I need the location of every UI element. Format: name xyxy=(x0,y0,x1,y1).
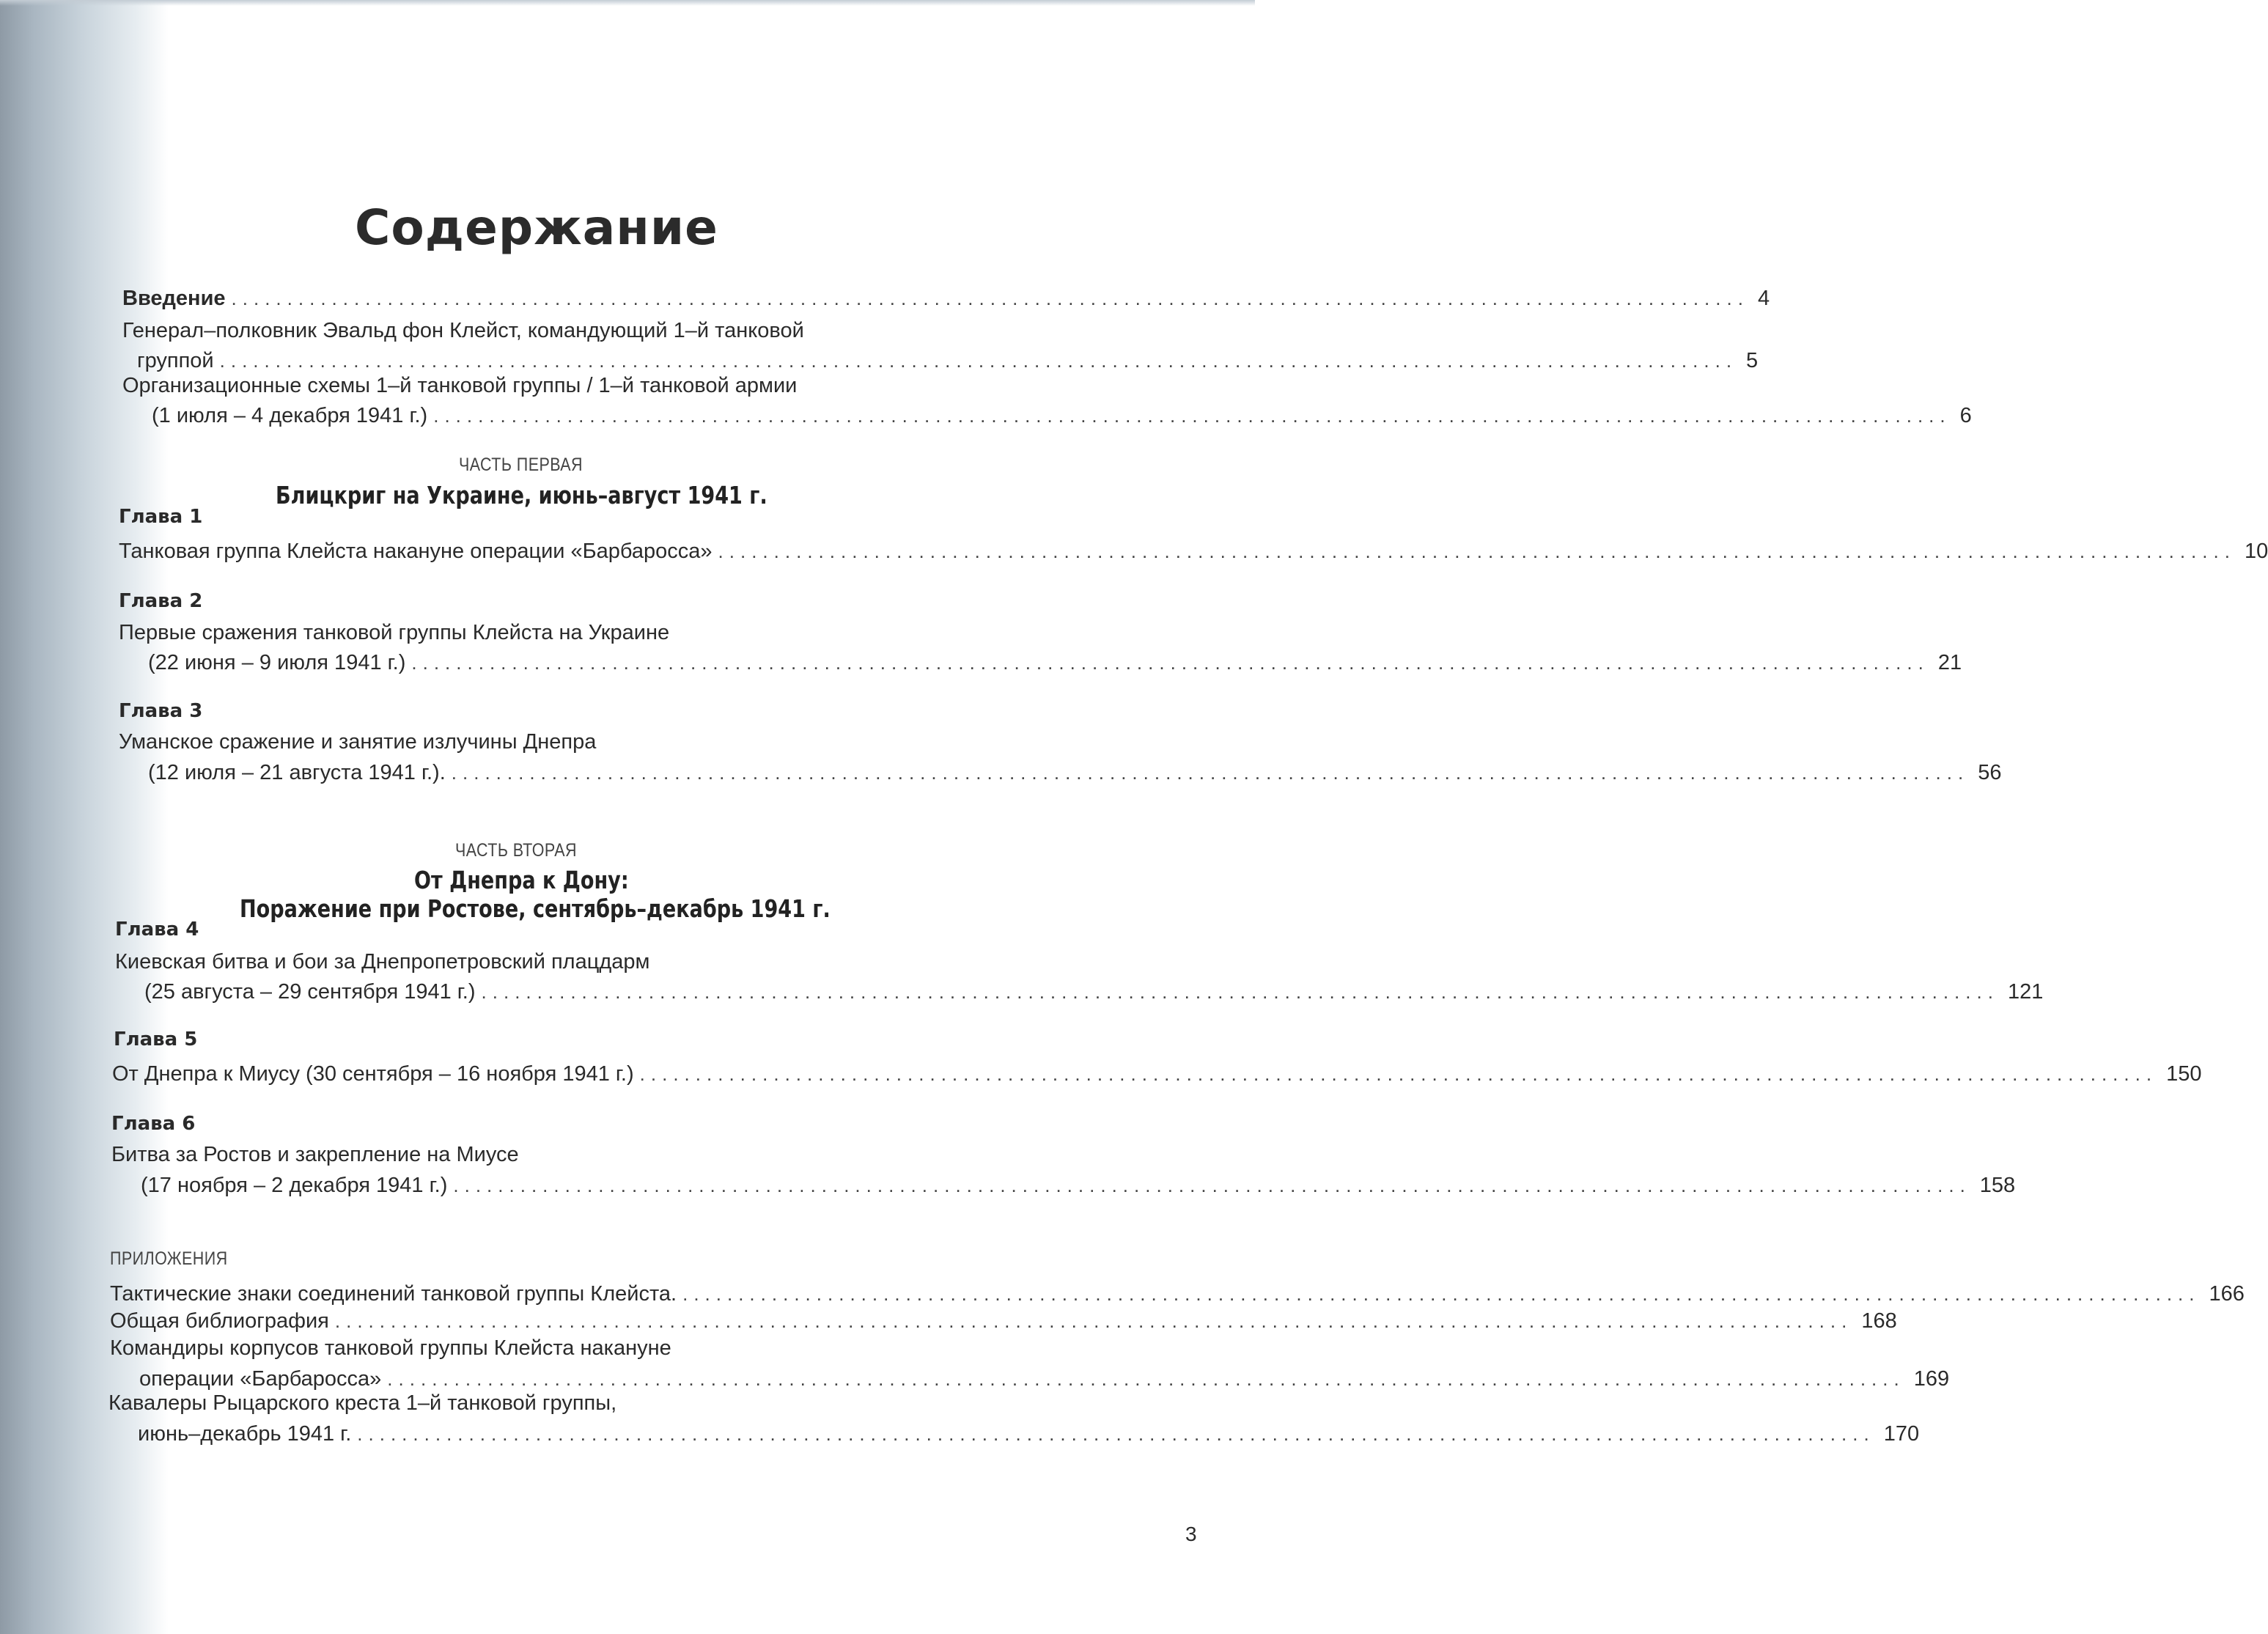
toc-page-number: 10 xyxy=(2244,540,2268,563)
chapter-heading: Глава 4 xyxy=(115,919,199,941)
toc-page-number: 168 xyxy=(1861,1309,1897,1333)
leader-dots: ........................................................................................................................................ xyxy=(219,350,1738,372)
chapter-heading: Глава 6 xyxy=(111,1113,196,1135)
toc-entry-line: Первые сражения танковой группы Клейста на Украине xyxy=(119,621,670,644)
toc-entry-line: Кавалеры Рыцарского креста 1–й танковой группы, xyxy=(108,1391,617,1415)
toc-entry-knights-cross[interactable] xyxy=(138,1421,1920,1446)
toc-page-number: 56 xyxy=(1978,761,2002,784)
leader-dots: ........................................................................................................................................ xyxy=(453,1174,1971,1196)
toc-entry-chapter-6[interactable] xyxy=(141,1173,2016,1198)
toc-entry-label: Тактические знаки соединений танковой группы Клейста. xyxy=(110,1282,677,1306)
chapter-heading: Глава 5 xyxy=(114,1028,198,1050)
toc-page-number: 21 xyxy=(1937,651,1962,674)
leader-dots: ........................................................................................................................................ xyxy=(387,1368,1905,1390)
toc-entry-label: группой xyxy=(137,349,214,372)
toc-page-number: 166 xyxy=(2209,1282,2245,1306)
leader-dots: ........................................................................................................................................ xyxy=(639,1063,2158,1085)
toc-page-number: 4 xyxy=(1757,287,1770,310)
toc-entry-label: июнь–декабрь 1941 г. xyxy=(138,1422,352,1446)
chapter-heading: Глава 3 xyxy=(119,700,203,722)
toc-entry-chapter-3[interactable] xyxy=(148,760,2002,785)
leader-dots: ........................................................................................................................................ xyxy=(433,405,1951,427)
leader-dots: ........................................................................................................................................ xyxy=(231,287,1749,309)
toc-entry-introduction[interactable] xyxy=(122,286,1770,311)
toc-entry-line: Киевская битва и бои за Днепропетровский плацдарм xyxy=(115,950,650,974)
page-title: Содержание xyxy=(355,199,718,256)
chapter-heading: Глава 2 xyxy=(119,590,203,612)
toc-entry-label: (25 августа – 29 сентября 1941 г.) xyxy=(144,980,476,1004)
toc-entry-chapter-1[interactable] xyxy=(119,539,2268,564)
toc-entry-corps-commanders[interactable] xyxy=(139,1366,1950,1391)
toc-page-number: 6 xyxy=(1959,404,1972,427)
toc-entry-org-schemes[interactable] xyxy=(152,403,1972,428)
toc-page-number: 150 xyxy=(2166,1062,2202,1086)
part-title: Блицкриг на Украине, июнь–август 1941 г. xyxy=(276,481,767,509)
leader-dots: ........................................................................................................................................ xyxy=(334,1310,1853,1332)
page-number: 3 xyxy=(1185,1523,1197,1545)
toc-page-number: 158 xyxy=(1979,1174,2016,1197)
toc-page-number: 5 xyxy=(1746,349,1759,372)
toc-entry-chapter-4[interactable] xyxy=(144,979,2044,1004)
toc-entry-bibliography[interactable] xyxy=(110,1309,1897,1333)
toc-entry-line: Уманское сражение и занятие излучины Днепра xyxy=(119,730,597,754)
leader-dots: ........................................................................................................................................ xyxy=(411,652,1929,674)
toc-entry-line: Генерал–полковник Эвальд фон Клейст, командующий 1–й танковой xyxy=(122,319,804,342)
part-title: От Днепра к Дону: xyxy=(414,866,629,894)
toc-entry-label: Введение xyxy=(122,287,226,310)
toc-entry-label: операции «Барбаросса» xyxy=(139,1367,382,1391)
leader-dots: ........................................................................................................................................ xyxy=(718,540,2236,562)
toc-entry-label: Общая библиография xyxy=(110,1309,329,1333)
toc-entry-kleist[interactable] xyxy=(137,348,1759,373)
leader-dots: ........................................................................................................................................ xyxy=(682,1283,2201,1305)
toc-entry-label: От Днепра к Миусу (30 сентября – 16 ноября 1941 г.) xyxy=(112,1062,634,1086)
toc-entry-line: Битва за Ростов и закрепление на Миусе xyxy=(111,1143,519,1166)
toc-entry-label: (12 июля – 21 августа 1941 г.). xyxy=(148,761,446,784)
leader-dots: ........................................................................................................................................ xyxy=(481,981,1999,1003)
toc-entry-line: Командиры корпусов танковой группы Клейста накануне xyxy=(110,1336,671,1360)
toc-page-number: 169 xyxy=(1913,1367,1950,1391)
appendix-label: ПРИЛОЖЕНИЯ xyxy=(110,1248,228,1269)
chapter-heading: Глава 1 xyxy=(119,506,203,528)
toc-entry-tactical-signs[interactable] xyxy=(110,1281,2245,1306)
toc-page-number: 121 xyxy=(2007,980,2044,1004)
toc-entry-label: (1 июля – 4 декабря 1941 г.) xyxy=(152,404,428,427)
leader-dots: ........................................................................................................................................ xyxy=(451,762,1970,784)
part-title: Поражение при Ростове, сентябрь–декабрь 1941 г. xyxy=(240,894,831,923)
toc-entry-chapter-5[interactable] xyxy=(112,1061,2202,1086)
toc-entry-label: (22 июня – 9 июля 1941 г.) xyxy=(148,651,406,674)
part-label: ЧАСТЬ ВТОРАЯ xyxy=(455,840,577,861)
page-top-edge xyxy=(0,0,1255,6)
toc-page-number: 170 xyxy=(1883,1422,1920,1446)
toc-entry-label: (17 ноября – 2 декабря 1941 г.) xyxy=(141,1174,448,1197)
toc-entry-label: Танковая группа Клейста накануне операции «Барбаросса» xyxy=(119,540,713,563)
toc-entry-chapter-2[interactable] xyxy=(148,650,1962,675)
toc-entry-line: Организационные схемы 1–й танковой группы / 1–й танковой армии xyxy=(122,374,798,397)
part-label: ЧАСТЬ ПЕРВАЯ xyxy=(459,454,583,475)
leader-dots: ........................................................................................................................................ xyxy=(357,1423,1875,1445)
